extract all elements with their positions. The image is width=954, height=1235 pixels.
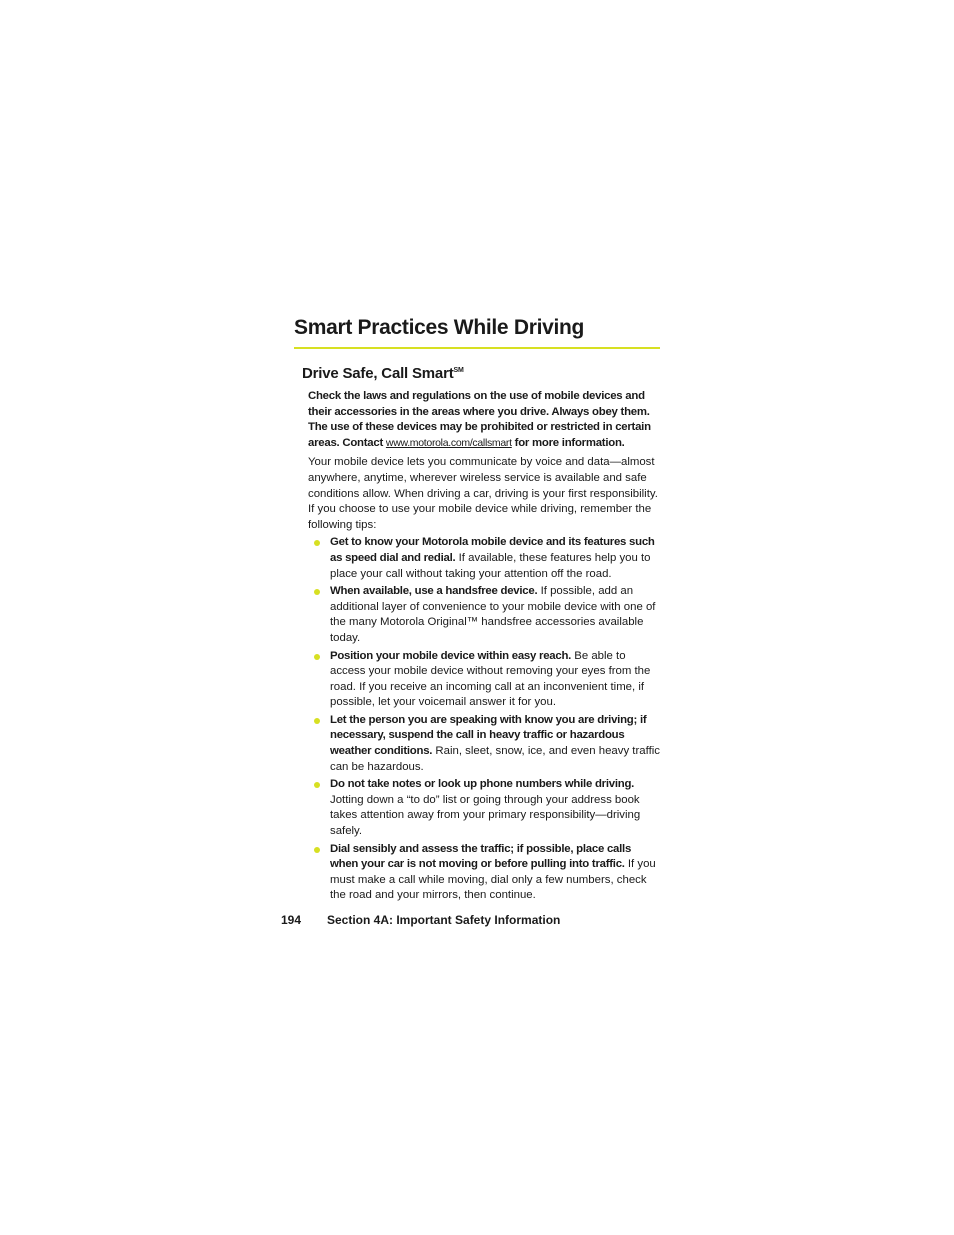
list-item <box>308 535 660 582</box>
tips-list <box>308 535 660 904</box>
tip-heading: When available, use a handsfree device. <box>330 585 538 598</box>
bullet-icon <box>314 847 320 853</box>
tip-text: Jotting down a “to do” list or going through your address book takes attention away from your primary responsibility—driving safely. <box>330 793 641 838</box>
service-mark: SM <box>453 367 464 374</box>
bullet-icon <box>314 589 320 595</box>
tip-heading: Get to know your Motorola mobile device and its features such as speed dial and redial. <box>330 536 655 564</box>
bullet-icon <box>314 654 320 660</box>
list-item <box>308 777 660 839</box>
tip-text: If you must make a call while moving, dial only a few numbers, check the road and your mirrors, then continue. <box>330 858 656 902</box>
tip-heading: Position your mobile device within easy reach. <box>330 649 572 662</box>
page-number: 194 <box>281 913 302 927</box>
tip-heading: Do not take notes or look up phone numbers while driving. <box>330 778 635 791</box>
list-item <box>308 842 660 904</box>
tip-heading: Let the person you are speaking with know you are driving; if necessary, suspend the call in heavy traffic or hazardous weather conditions. <box>330 713 647 758</box>
list-item <box>308 713 660 775</box>
bullet-icon <box>314 718 320 724</box>
section-heading-text: Drive Safe, Call Smart <box>302 365 454 382</box>
body-paragraph: Your mobile device lets you communicate by voice and data—almost anywhere, anytime, wherever wireless service is available and safe conditions allow. When driving a car, driving is your first responsibility. If you choose to use your mobile device while driving, remember the following tips: <box>308 456 658 531</box>
tip-text: Rain, sleet, snow, ice, and even heavy traffic can be hazardous. <box>330 745 660 773</box>
intro-bold-text: Check the laws and regulations on the use of mobile devices and their accessories in the areas where you drive. Always obey them. The use of these devices may be prohibited or restricted in certain areas. Contact <box>308 390 651 449</box>
bullet-icon <box>314 540 320 546</box>
tip-text: Be able to access your mobile device without removing your eyes from the road. If you receive an incoming call at an inconvenient time, if possible, let your voicemail answer it for you. <box>330 649 651 709</box>
tip-text: If possible, add an additional layer of convenience to your mobile device with one of the many Motorola Original™ handsfree accessories available today. <box>330 585 656 644</box>
section-heading <box>302 364 464 384</box>
intro-paragraph <box>308 389 660 451</box>
page-footer <box>281 912 560 928</box>
list-item <box>308 584 660 646</box>
content-body <box>308 389 660 906</box>
list-item <box>308 649 660 711</box>
section-label: Section 4A: Important Safety Information <box>327 913 561 927</box>
tip-text: If available, these features help you to place your call without taking your attention off the road. <box>330 551 651 580</box>
intro-bold-suffix: for more information. <box>514 436 625 449</box>
tip-heading: Dial sensibly and assess the traffic; if possible, place calls when your car is not moving or before pulling into traffic. <box>330 842 632 871</box>
callsmart-link[interactable]: www.motorola.com/callsmart <box>385 436 512 449</box>
page-title: Smart Practices While Driving <box>294 314 660 349</box>
bullet-icon <box>314 782 320 788</box>
